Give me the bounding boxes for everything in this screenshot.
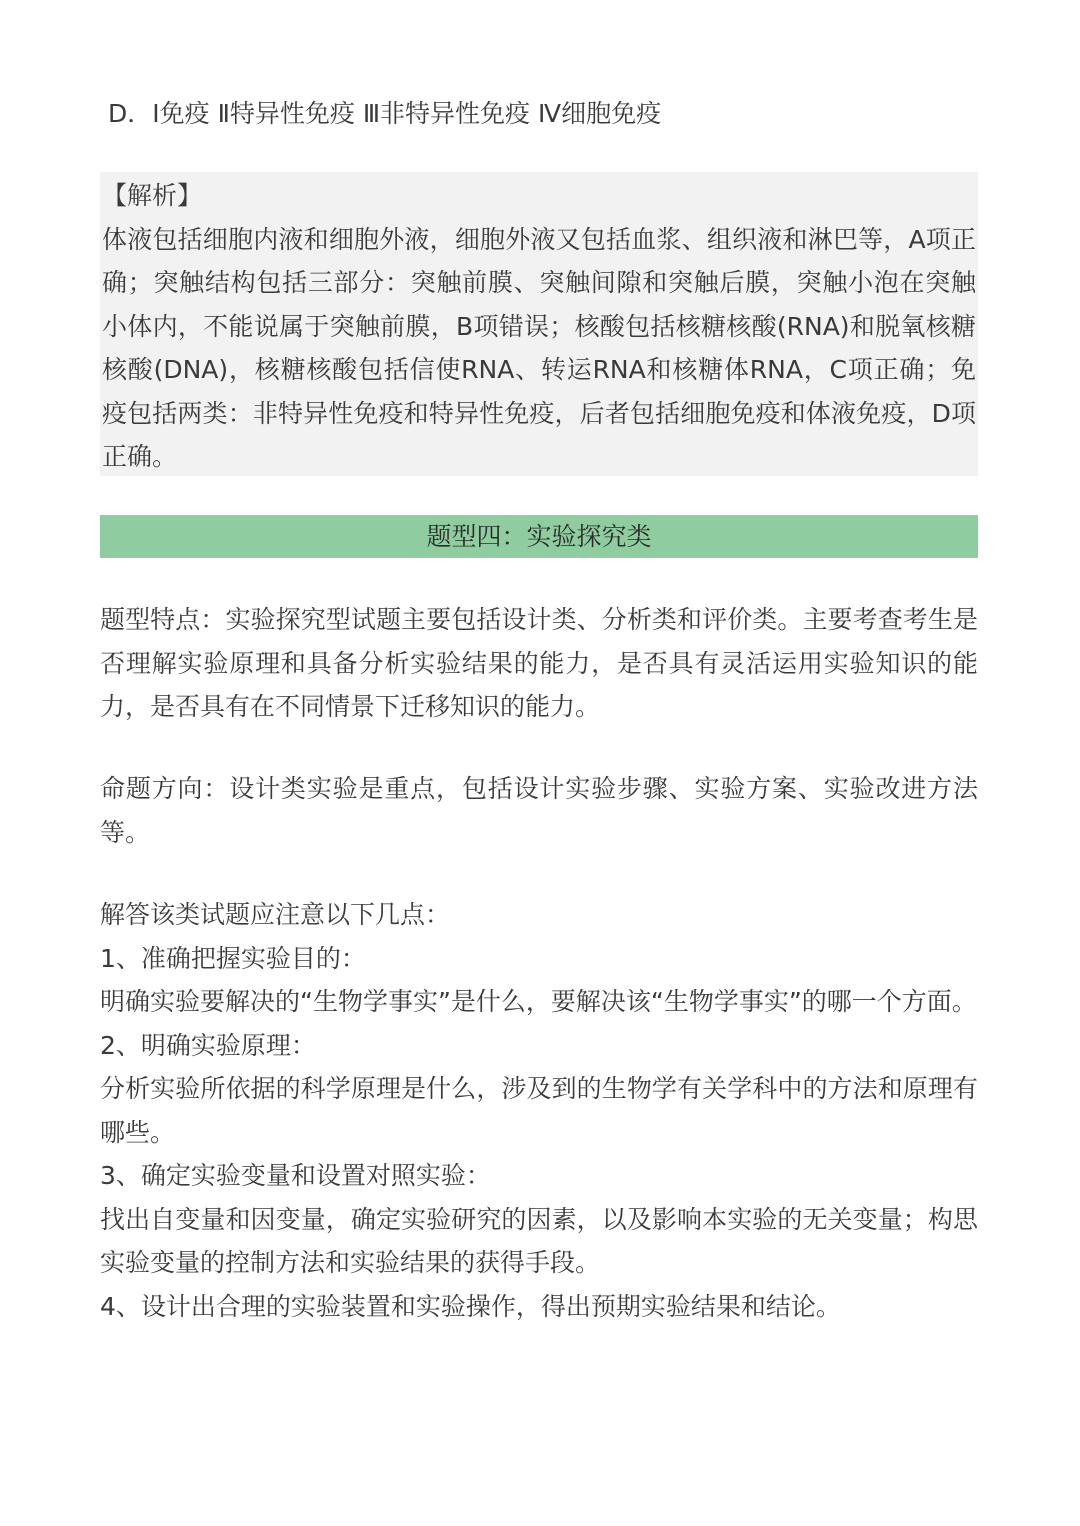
section-header: 题型四：实验探究类 xyxy=(100,515,978,558)
tips-block xyxy=(100,893,978,1328)
tip-detail-2: 分析实验所依据的科学原理是什么，涉及到的生物学有关学科中的方法和原理有哪些。 xyxy=(100,1074,978,1147)
analysis-title: 【解析】 xyxy=(102,181,203,210)
tip-heading-1: 1、准确把握实验目的： xyxy=(100,943,366,973)
tip-heading-3: 3、确定实验变量和设置对照实验： xyxy=(100,1161,491,1190)
option-d: D．Ⅰ免疫 Ⅱ特异性免疫 Ⅲ非特异性免疫 Ⅳ细胞免疫 xyxy=(108,99,662,128)
tip-heading-4: 4、设计出合理的实验装置和实验操作，得出预期实验结果和结论。 xyxy=(100,1291,841,1321)
tip-detail-3: 找出自变量和因变量，确定实验研究的因素，以及影响本实验的无关变量；构思实验变量的控制方法和实验结果的获得手段。 xyxy=(100,1204,978,1277)
tip-heading-2: 2、明确实验原理： xyxy=(100,1030,316,1060)
direction-paragraph: 命题方向：设计类实验是重点，包括设计实验步骤、实验方案、实验改进方法等。 xyxy=(100,774,978,847)
tips-intro: 解答该类试题应注意以下几点： xyxy=(100,900,451,929)
features-paragraph: 题型特点：实验探究型试题主要包括设计类、分析类和评价类。主要考查考生是否理解实验原理和具备分析实验结果的能力，是否具有灵活运用实验知识的能力，是否具有在不同情景下迁移知识的能力。 xyxy=(100,605,978,721)
analysis-box xyxy=(100,172,978,476)
tip-detail-1: 明确实验要解决的“生物学事实”是什么，要解决该“生物学事实”的哪一个方面。 xyxy=(100,987,977,1016)
analysis-body: 体液包括细胞内液和细胞外液，细胞外液又包括血浆、组织液和淋巴等，A项正确；突触结构包括三部分：突触前膜、突触间隙和突触后膜，突触小泡在突触小体内，不能说属于突触前膜，B项错误；核酸包括核糖核酸(RNA)和脱氧核糖核酸(DNA)，核糖核酸包括信使RNA、转运RNA和核糖体RNA，C项正确；免疫包括两类：非特异性免疫和特异性免疫，后者包括细胞免疫和体液免疫，D项正确。 xyxy=(102,224,976,471)
